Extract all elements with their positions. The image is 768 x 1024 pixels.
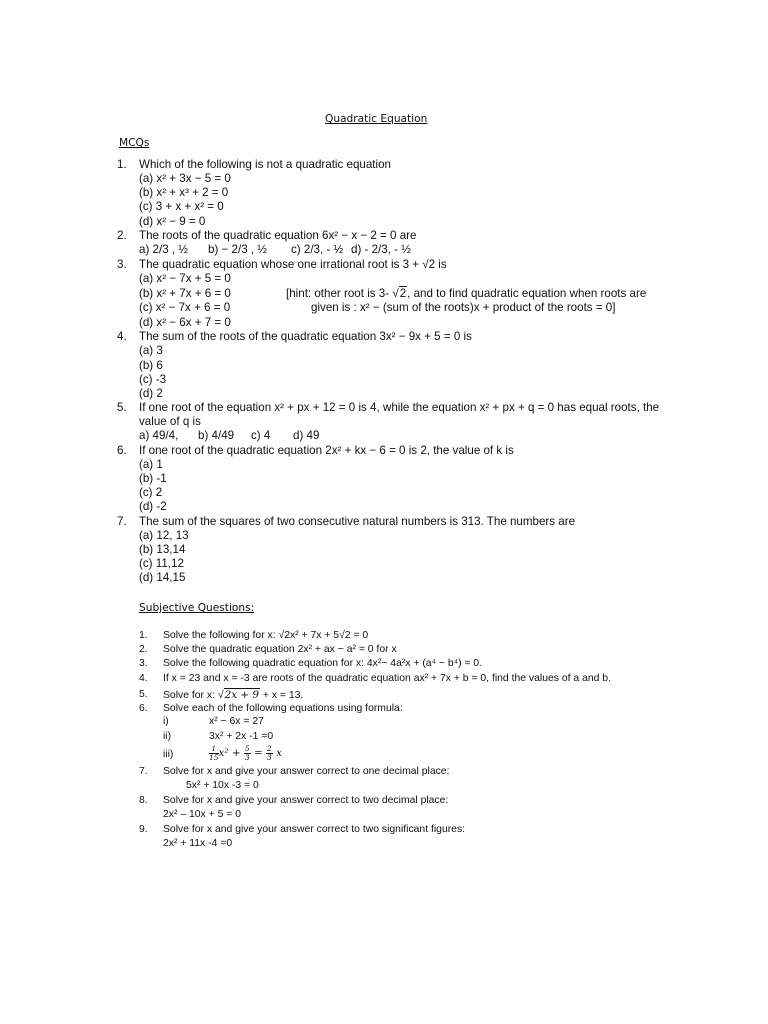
question-number: 8.: [139, 795, 148, 806]
page-title: Quadratic Equation: [325, 113, 428, 125]
question-text: Solve for x and give your answer correct to one decimal place:: [163, 766, 450, 777]
question-number: 3.: [139, 658, 148, 669]
option: (a) x² + 3x − 5 = 0: [139, 172, 231, 185]
question-number: 6.: [117, 444, 127, 457]
option: (a) x² − 7x + 5 = 0: [139, 272, 231, 285]
question-number: 3.: [117, 258, 127, 271]
option: (a) 1: [139, 458, 163, 471]
question-text: Solve for x: √2x + 9 + x = 13.: [163, 689, 304, 701]
question-number: 9.: [139, 824, 148, 835]
option: (b) x² + x³ + 2 = 0: [139, 186, 229, 199]
question-number: 6.: [139, 703, 148, 714]
question-number: 7.: [117, 515, 127, 528]
question-number: 4.: [139, 673, 148, 684]
question-text: Solve the following quadratic equation for x: 4x²− 4a²x + (a⁴ − b⁴) = 0.: [163, 658, 483, 669]
mcq-heading: MCQs: [119, 137, 150, 149]
hint-line-2: given is : x² − (sum of the roots)x + product of the roots = 0]: [311, 301, 616, 314]
question-number: 2.: [117, 229, 127, 242]
question-text: Solve each of the following equations using formula:: [163, 703, 403, 714]
question-text: If x = 23 and x = -3 are roots of the quadratic equation ax² + 7x + b = 0, find the values of a and b.: [163, 673, 611, 684]
question-text: Solve for x and give your answer correct to two decimal place:: [163, 795, 449, 806]
question-text-cont: value of q is: [139, 415, 201, 428]
option: c) 2/3, - ½: [291, 243, 344, 256]
option: (a) 3: [139, 344, 163, 357]
subjective-heading: Subjective Questions:: [139, 602, 255, 614]
option: (b) -1: [139, 472, 167, 485]
equation: 2x² – 10x + 5 = 0: [163, 809, 241, 820]
option: (d) 14,15: [139, 571, 186, 584]
part-equation: 3x² + 2x -1 =0: [209, 731, 274, 742]
option: (d) x² − 6x + 7 = 0: [139, 316, 231, 329]
question-text: The sum of the roots of the quadratic equation 3x² − 9x + 5 = 0 is: [139, 330, 472, 343]
option: c) 4: [251, 429, 271, 442]
option: d) 49: [293, 429, 320, 442]
option: (d) x² − 9 = 0: [139, 215, 206, 228]
option: a) 49/4,: [139, 429, 179, 442]
equation: 2x² + 11x -4 =0: [163, 838, 233, 849]
option: (b) 13,14: [139, 543, 186, 556]
option: (b) 6: [139, 359, 163, 372]
option: (b) x² + 7x + 6 = 0: [139, 287, 231, 300]
question-number: 5.: [139, 689, 148, 700]
option: b) − 2/3 , ½: [208, 243, 267, 256]
question-number: 4.: [117, 330, 127, 343]
equation: 5x² + 10x -3 = 0: [186, 780, 259, 791]
question-text: If one root of the equation x² + px + 12 = 0 is 4, while the equation x² + px + q = 0 has equal roots, the: [139, 401, 660, 414]
question-text: Which of the following is not a quadratic equation: [139, 158, 391, 171]
option: (c) x² − 7x + 6 = 0: [139, 301, 231, 314]
question-text: The sum of the squares of two consecutive natural numbers is 313. The numbers are: [139, 515, 576, 528]
question-number: 5.: [117, 401, 127, 414]
part-label: ii): [163, 731, 172, 742]
option: b) 4/49: [198, 429, 235, 442]
question-text: Solve for x and give your answer correct to two significant figures:: [163, 824, 466, 835]
part-label: i): [163, 716, 169, 727]
part-equation: x² − 6x = 27: [209, 716, 264, 727]
option: a) 2/3 , ½: [139, 243, 188, 256]
question-text: The roots of the quadratic equation 6x² − x − 2 = 0 are: [139, 229, 417, 242]
option: d) - 2/3, - ½: [351, 243, 411, 256]
question-text: Solve the following for x: √2x² + 7x + 5√2 = 0: [163, 630, 369, 641]
hint-line-1: [hint: other root is 3- √2, and to find quadratic equation when roots are: [286, 287, 647, 300]
option: (d) 2: [139, 387, 163, 400]
option: (c) -3: [139, 373, 167, 386]
option: (c) 11,12: [139, 557, 184, 570]
option: (c) 3 + x + x² = 0: [139, 200, 224, 213]
question-text: If one root of the quadratic equation 2x² + kx − 6 = 0 is 2, the value of k is: [139, 444, 514, 457]
question-text: The quadratic equation whose one irrational root is 3 + √2 is: [139, 258, 447, 271]
part-equation: $\frac{1}{15}$ x² + $\frac{5}{3}$ = $\frac{2}{3}$ x: [209, 743, 282, 762]
option: (d) -2: [139, 500, 167, 513]
option: (c) 2: [139, 486, 163, 499]
question-number: 1.: [139, 630, 148, 641]
question-number: 2.: [139, 644, 148, 655]
question-text: Solve the quadratic equation 2x² + ax − a² = 0 for x: [163, 644, 397, 655]
question-number: 1.: [117, 158, 127, 171]
part-label: iii): [163, 749, 174, 760]
question-number: 7.: [139, 766, 148, 777]
option: (a) 12, 13: [139, 529, 189, 542]
